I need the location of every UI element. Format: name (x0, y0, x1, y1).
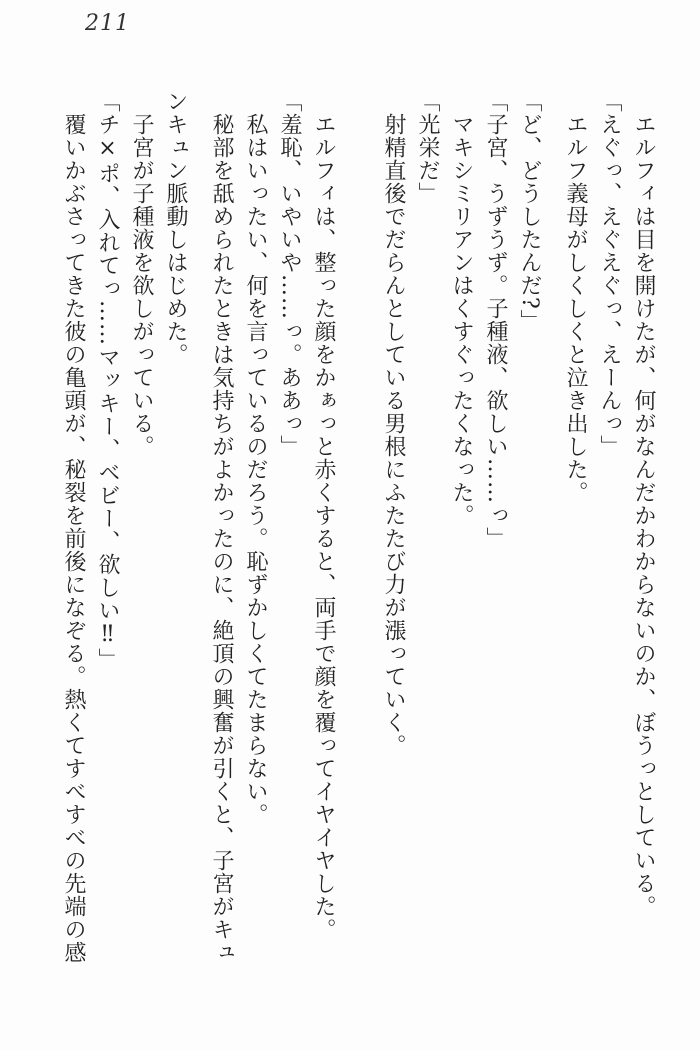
text-line: 子宮が子種液を欲しがっている。 (129, 113, 154, 458)
text-line: 「羞恥、いやいや……っ。ああっ」 (277, 90, 302, 458)
text-line: 「えぐっ、えぐえぐっ、えーんっ」 (597, 90, 622, 458)
text-line: 「子宮、うずうず。子種液、欲しい……っ」 (483, 90, 508, 550)
text-line: ンキュン脈動しはじめた。 (163, 90, 188, 366)
text-line: 「光栄だ」 (415, 90, 440, 205)
text-line: 「ど、どうしたんだ?」 (517, 90, 542, 333)
text-line: マキシミリアンはくすぐったくなった。 (449, 113, 474, 527)
page-number: 211 (85, 11, 130, 36)
text-area (56, 90, 660, 1025)
text-line: エルフ義母がしくしくと泣き出した。 (563, 113, 588, 504)
text-line: 秘部を舐められたときは気持ちがよかったのに、絶頂の興奮が引くと、子宮がキュ (209, 113, 234, 964)
text-line: エルフィは目を開けたが、何がなんだかわからないのか、ぼうっとしている。 (631, 113, 656, 918)
text-line: 射精直後でだらんとしている男根にふたたび力が漲っていく。 (381, 113, 406, 757)
text-line: 覆いかぶさってきた彼の亀頭が、秘裂を前後になぞる。熱くてすべすべの先端の感 (61, 113, 86, 964)
text-line: エルフィは、整った顔をかぁっと赤くすると、両手で顔を覆ってイヤイヤした。 (311, 113, 336, 941)
text-line: 「チ×ポ、入れてっ……マッキー、ベビー、欲しい‼」 (95, 90, 120, 671)
text-line: 私はいったい、何を言っているのだろう。恥ずかしくてたまらない。 (243, 113, 268, 826)
